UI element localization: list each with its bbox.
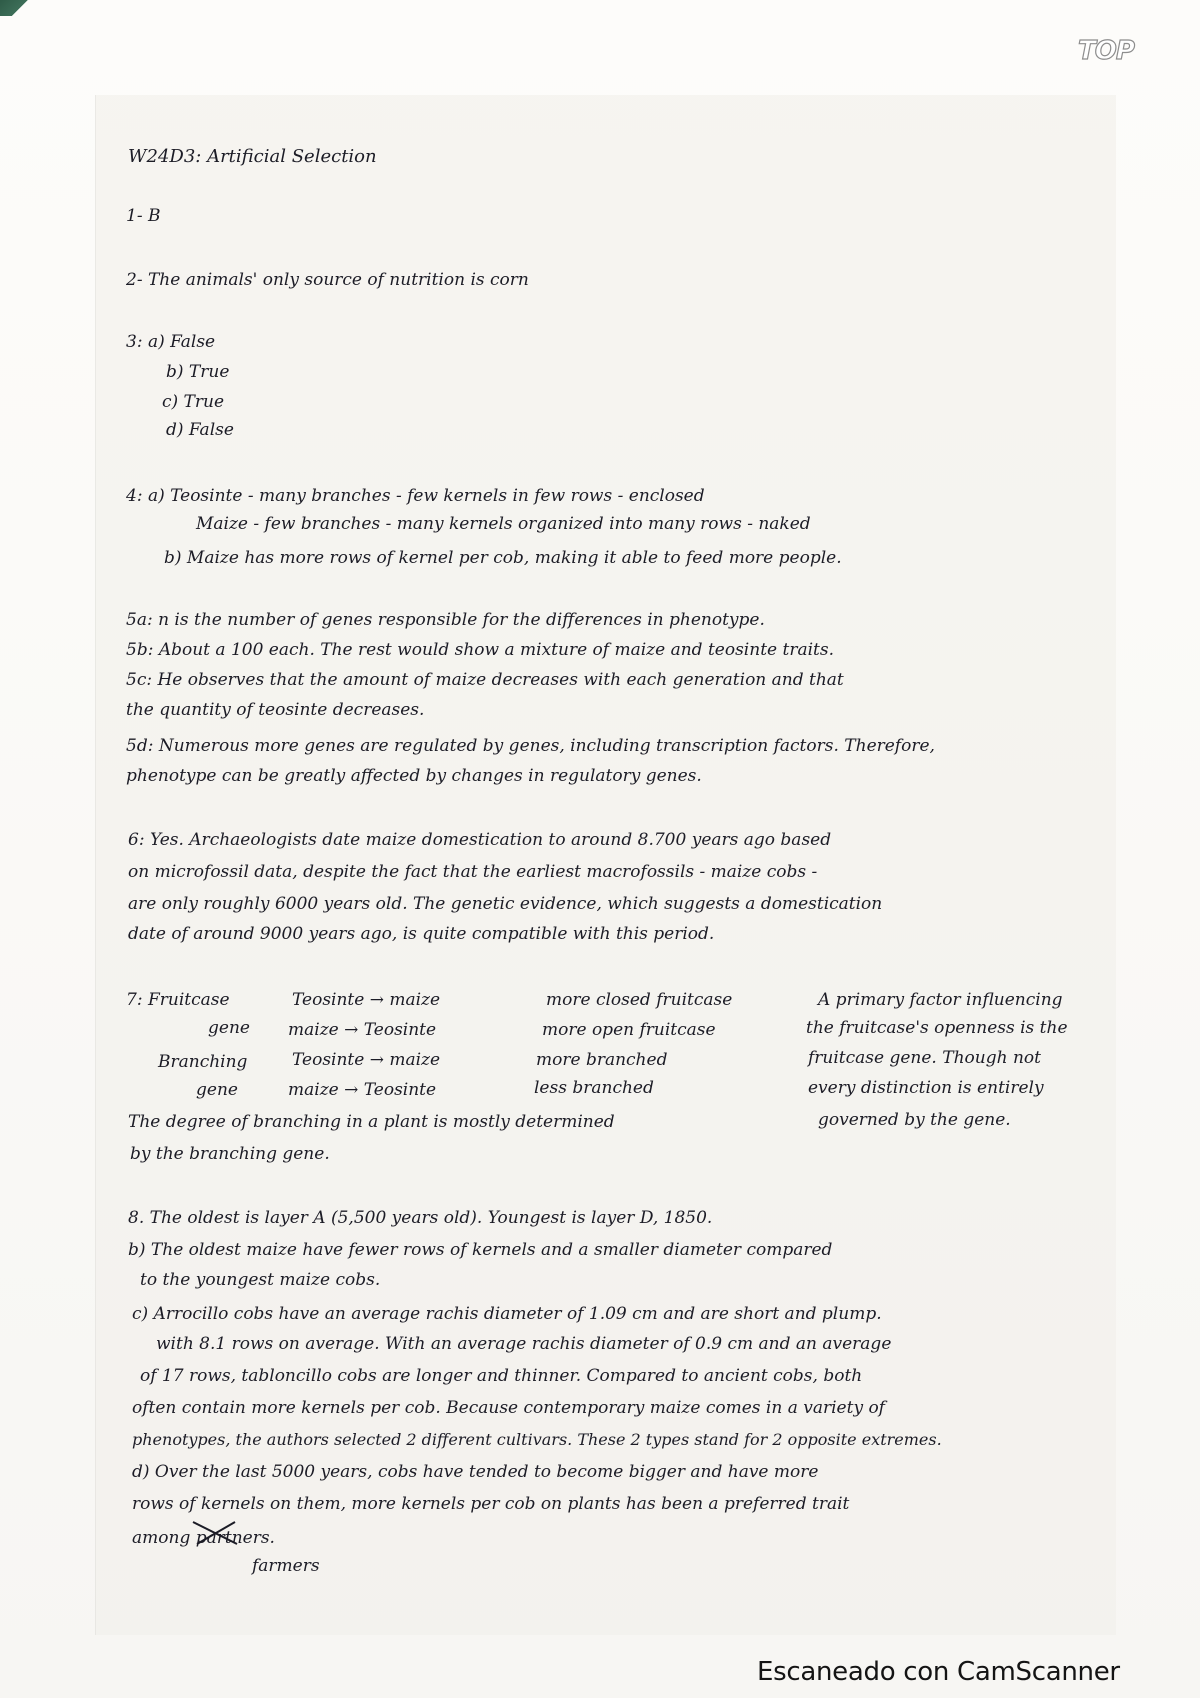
scanner-watermark: Escaneado con CamScanner	[757, 1657, 1120, 1687]
answer-3d: d) False	[166, 420, 234, 440]
answer-8a: 8. The oldest is layer A (5,500 years old). Youngest is layer D, 1850.	[128, 1208, 713, 1228]
strike-through-mark	[187, 1519, 247, 1547]
q7-fruitcase-label-gene: gene	[208, 1018, 250, 1038]
answer-5c: 5c: He observes that the amount of maize decreases with each generation and that	[126, 670, 844, 690]
answer-5a: 5a: n is the number of genes responsible for the differences in phenotype.	[126, 610, 765, 630]
answer-8b: b) The oldest maize have fewer rows of kernels and a smaller diameter compared	[128, 1240, 833, 1260]
answer-1: 1- B	[126, 206, 161, 226]
q7-fruit-cross-2: maize → Teosinte	[288, 1020, 437, 1040]
answer-8d-line-2: rows of kernels on them, more kernels per cob on plants has been a preferred trait	[132, 1494, 850, 1514]
q7-fruitcase-label: 7: Fruitcase	[126, 990, 230, 1010]
answer-4a-teosinte: 4: a) Teosinte - many branches - few kernels in few rows - enclosed	[126, 486, 705, 506]
answer-8d-line-3: among partners.	[132, 1528, 275, 1548]
answer-8c-line-2: with 8.1 rows on average. With an average rachis diameter of 0.9 cm and an average	[156, 1334, 892, 1354]
answer-8c-line-3: of 17 rows, tabloncillo cobs are longer and thinner. Compared to ancient cobs, both	[140, 1366, 863, 1386]
q7-side-note-4: every distinction is entirely	[808, 1078, 1044, 1098]
answer-6-line-2: on microfossil data, despite the fact that the earliest macrofossils - maize cobs -	[128, 862, 818, 882]
answer-5d-cont: phenotype can be greatly affected by changes in regulatory genes.	[126, 766, 702, 786]
answer-3a: 3: a) False	[126, 332, 216, 352]
q7-branch-cross-2: maize → Teosinte	[288, 1080, 437, 1100]
answer-5b: 5b: About a 100 each. The rest would show a mixture of maize and teosinte traits.	[126, 640, 834, 660]
q7-conclusion-2: by the branching gene.	[130, 1144, 330, 1164]
q7-branching-label: Branching	[158, 1052, 248, 1072]
q7-side-note-1: A primary factor influencing	[818, 990, 1063, 1010]
answer-6-line-3: are only roughly 6000 years old. The genetic evidence, which suggests a domestication	[128, 894, 883, 914]
page-title: W24D3: Artificial Selection	[128, 146, 377, 167]
answer-3b: b) True	[166, 362, 230, 382]
answer-8c-line-1: c) Arrocillo cobs have an average rachis diameter of 1.09 cm and are short and plump.	[132, 1304, 882, 1324]
answer-3c: c) True	[162, 392, 225, 412]
answer-4a-maize: Maize - few branches - many kernels organized into many rows - naked	[196, 514, 811, 534]
q7-fruit-effect-1: more closed fruitcase	[546, 990, 733, 1010]
q7-branch-effect-1: more branched	[536, 1050, 668, 1070]
answer-4b: b) Maize has more rows of kernel per cob, making it able to feed more people.	[164, 548, 842, 568]
top-logo: TOP	[1078, 36, 1134, 66]
answer-5c-cont: the quantity of teosinte decreases.	[126, 700, 425, 720]
answer-5d: 5d: Numerous more genes are regulated by genes, including transcription factors. Therefore,	[126, 736, 935, 756]
answer-6-line-1: 6: Yes. Archaeologists date maize domestication to around 8.700 years ago based	[128, 830, 832, 850]
q7-side-note-2: the fruitcase's openness is the	[806, 1018, 1068, 1038]
q7-branch-effect-2: less branched	[534, 1078, 654, 1098]
answer-8d-correction: farmers	[252, 1556, 320, 1576]
page-corner-icon	[0, 0, 30, 16]
q7-fruit-cross-1: Teosinte → maize	[292, 990, 441, 1010]
answer-8d-line-1: d) Over the last 5000 years, cobs have tended to become bigger and have more	[132, 1462, 819, 1482]
q7-side-note-3: fruitcase gene. Though not	[808, 1048, 1041, 1068]
q7-side-note-5: governed by the gene.	[818, 1110, 1011, 1130]
q7-fruit-effect-2: more open fruitcase	[542, 1020, 716, 1040]
answer-8c-line-4: often contain more kernels per cob. Because contemporary maize comes in a variety of	[132, 1398, 885, 1418]
answer-2: 2- The animals' only source of nutrition is corn	[126, 270, 529, 290]
answer-8c-line-5: phenotypes, the authors selected 2 different cultivars. These 2 types stand for 2 opposite extremes.	[132, 1430, 942, 1449]
q7-branching-label-gene: gene	[196, 1080, 238, 1100]
answer-8b-cont: to the youngest maize cobs.	[140, 1270, 381, 1290]
answer-6-line-4: date of around 9000 years ago, is quite compatible with this period.	[128, 924, 715, 944]
q7-conclusion-1: The degree of branching in a plant is mostly determined	[128, 1112, 615, 1132]
q7-branch-cross-1: Teosinte → maize	[292, 1050, 441, 1070]
